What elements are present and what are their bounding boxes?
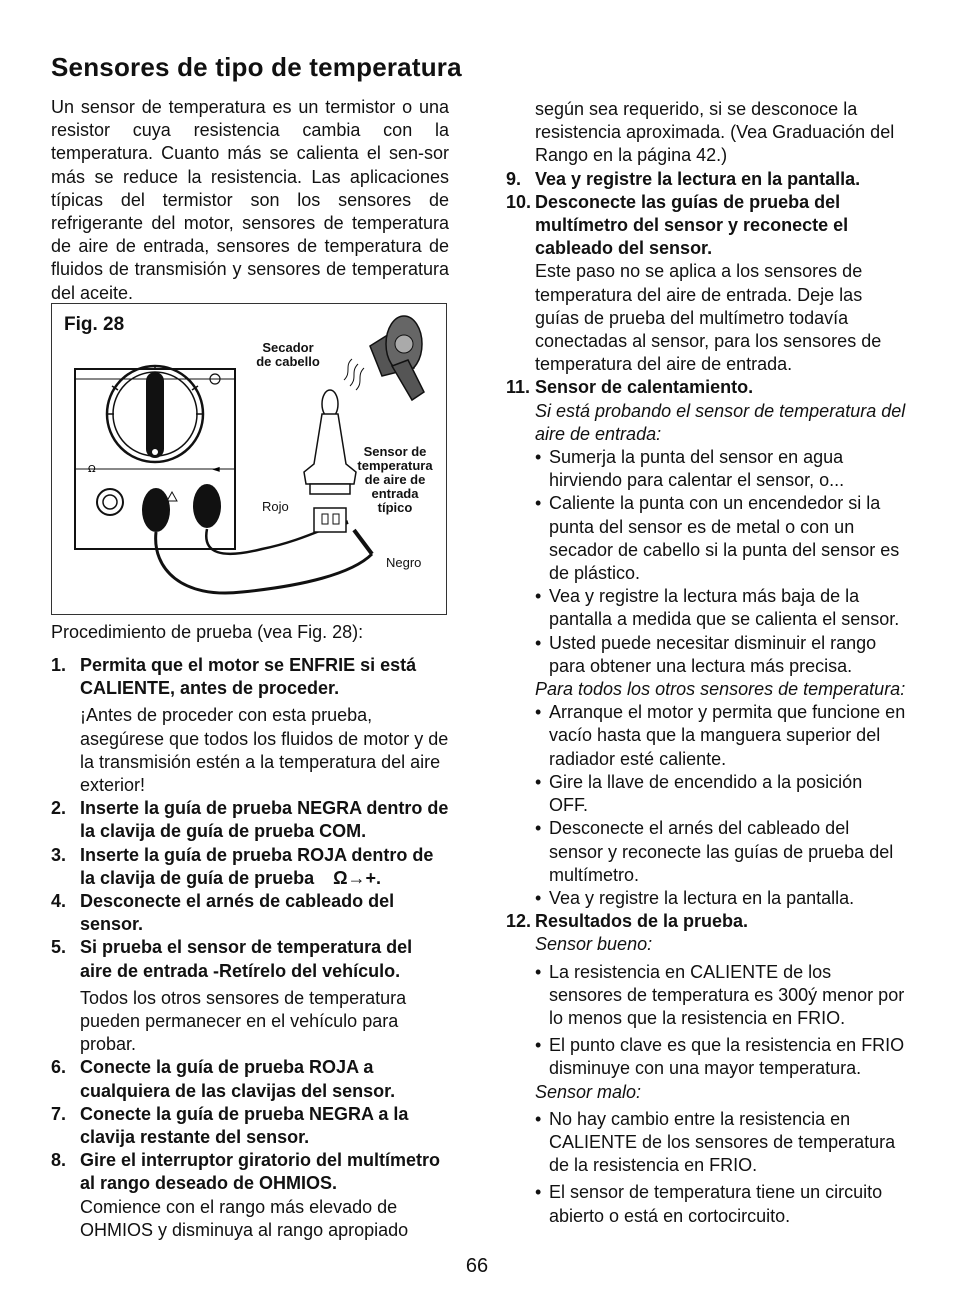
left-column: [51, 654, 449, 1242]
step-10: 10. Desconecte las guías de prueba del multímetro del sensor y reconecte el cableado del sensor. Este paso no se aplica a los sensores de temperatura del aire de entrada. Deje las guías de prueba del multímetro todavía conectadas al sensor, para los sensores de temperatura del aire de entrada.: [506, 191, 882, 375]
list-item: • Vea y registre la lectura en la pantalla.: [535, 887, 906, 910]
ohm-diode-symbol: Ω→+.: [333, 867, 382, 888]
list-item: • La resistencia en CALIENTE de los sensores de temperatura es 300ý menor por lo menos que la resistencia en FRIO.: [535, 961, 906, 1031]
step-4: 4. Desconecte el arnés de cableado del sensor.: [51, 891, 395, 935]
list-item: • Vea y registre la lectura más baja de la pantalla a medida que se calienta el sensor.: [535, 585, 906, 631]
figure-label: Fig. 28: [64, 314, 125, 335]
list-item: • Gire la llave de encendido a la posición OFF.: [535, 771, 906, 817]
step-6: 6. Conecte la guía de prueba ROJA a cualquiera de las clavijas del sensor.: [51, 1057, 396, 1101]
page-title: Sensores de tipo de temperatura: [51, 52, 462, 82]
list-item: • Arranque el motor y permita que funcione en vacío hasta que la manguera superior del radiador esté caliente.: [535, 701, 906, 771]
svg-text:◄: ◄: [212, 464, 220, 475]
procedure-intro: Procedimiento de prueba (vea Fig. 28):: [51, 622, 364, 642]
intro-paragraph: Un sensor de temperatura es un termistor o una resistor cuya resistencia cambia con la temperatura. Cuanto más se calienta el sen-sor más se reduce la resistencia. Las aplicaciones típicas del termistor son los sensores de refrigerante del motor, sensores de temperatura de aire de entrada, sensores de temperatura de fluidos de transmisión y sensores de temperatura del aceite.: [51, 97, 449, 303]
step-3: 3. Inserte la guía de prueba ROJA dentro de la clavija de guía de prueba Ω→+.: [51, 844, 434, 888]
list-item: • No hay cambio entre la resistencia en CALIENTE de los sensores de temperatura de la resistencia en FRIO.: [535, 1108, 906, 1178]
list-item: • Caliente la punta con un encendedor si la punta del sensor es de metal o con un secador de cabello si la punta del sensor es de plástico.: [535, 492, 906, 585]
step-11: 11. Sensor de calentamiento. Si está probando el sensor de temperatura del aire de entrada: • Sumerja la punta del sensor en agua hirviendo para calentar el sensor, o... • Caliente la punta con un encendedor si la punta del sensor es de metal o con un secador de cabello si la punta del sensor es de plástico. • Vea y registre la lectura más baja de la pantalla a medida que se calienta el sensor. • Usted puede necesitar disminuir el rango para obtener una lectura más precisa. Para todos los otros sensores de temperatura: • Arranque el motor y permita que funcione en vacío hasta que la manguera superior del radiador esté caliente. • Gire la llave de encendido a la posición OFF. • Desconecte el arnés del cableado del sensor y reconecte las guías de prueba del multímetro. • Vea y registre la lectura en la pantalla.: [506, 376, 906, 910]
step-12: 12. Resultados de la prueba. Sensor bueno: • La resistencia en CALIENTE de los sensores de temperatura es 300ý menor por lo menos que la resistencia en FRIO. • El punto clave es que la resistencia en FRIO disminuye con una mayor temperatura. Sensor malo: • No hay cambio entre la resistencia en CALIENTE de los sensores de temperatura de la resistencia en FRIO. • El sensor de temperatura tiene un circuito abierto o está en cortocircuito.: [506, 910, 906, 1228]
step-8: 8. Gire el interruptor giratorio del multímetro al rango deseado de OHMIOS. Comience con el rango más elevado de OHMIOS y disminuya al rango apropiado: [51, 1150, 441, 1240]
hair-dryer-label: Secador de cabello: [256, 340, 320, 369]
svg-text:Ω: Ω: [88, 464, 96, 475]
black-lead-label: Negro: [386, 555, 422, 570]
step-8-continued: según sea requerido, si se desconoce la resistencia aproximada. (Vea Graduación del Rango en la página 42.): [535, 99, 895, 166]
list-item: • El sensor de temperatura tiene un circuito abierto o está en cortocircuito.: [535, 1181, 906, 1227]
list-item: • El punto clave es que la resistencia en FRIO disminuye con una mayor temperatura.: [535, 1034, 906, 1080]
step-9: 9. Vea y registre la lectura en la pantalla.: [506, 168, 861, 189]
step-1: 1. Permita que el motor se ENFRIE si está CALIENTE, antes de proceder. ¡Antes de proceder con esta prueba, asegúrese que todos los fluidos de motor y de la transmisión estén a la temperatura del aire exterior!: [51, 655, 449, 796]
figure-28: [51, 303, 447, 615]
red-lead-label: Rojo: [262, 499, 289, 514]
step-2: 2. Inserte la guía de prueba NEGRA dentro de la clavija de guía de prueba COM.: [51, 798, 449, 842]
list-item: • Desconecte el arnés del cableado del sensor y reconecte las guías de prueba del multímetro.: [535, 817, 906, 887]
sensor-label: Sensor de temperatura de aire de entrada típico: [357, 444, 433, 515]
right-column: [506, 98, 906, 1228]
step-7: 7. Conecte la guía de prueba NEGRA a la clavija restante del sensor.: [51, 1103, 409, 1148]
list-item: • Usted puede necesitar disminuir el rango para obtener una lectura más precisa.: [535, 632, 906, 678]
list-item: • Sumerja la punta del sensor en agua hirviendo para calentar el sensor, o...: [535, 446, 906, 492]
page-number: 66: [465, 1255, 489, 1277]
step-5: 5. Si prueba el sensor de temperatura del aire de entrada -Retírelo del vehículo. Todos los otros sensores de temperatura pueden permanecer en el vehículo para probar.: [51, 937, 413, 1055]
